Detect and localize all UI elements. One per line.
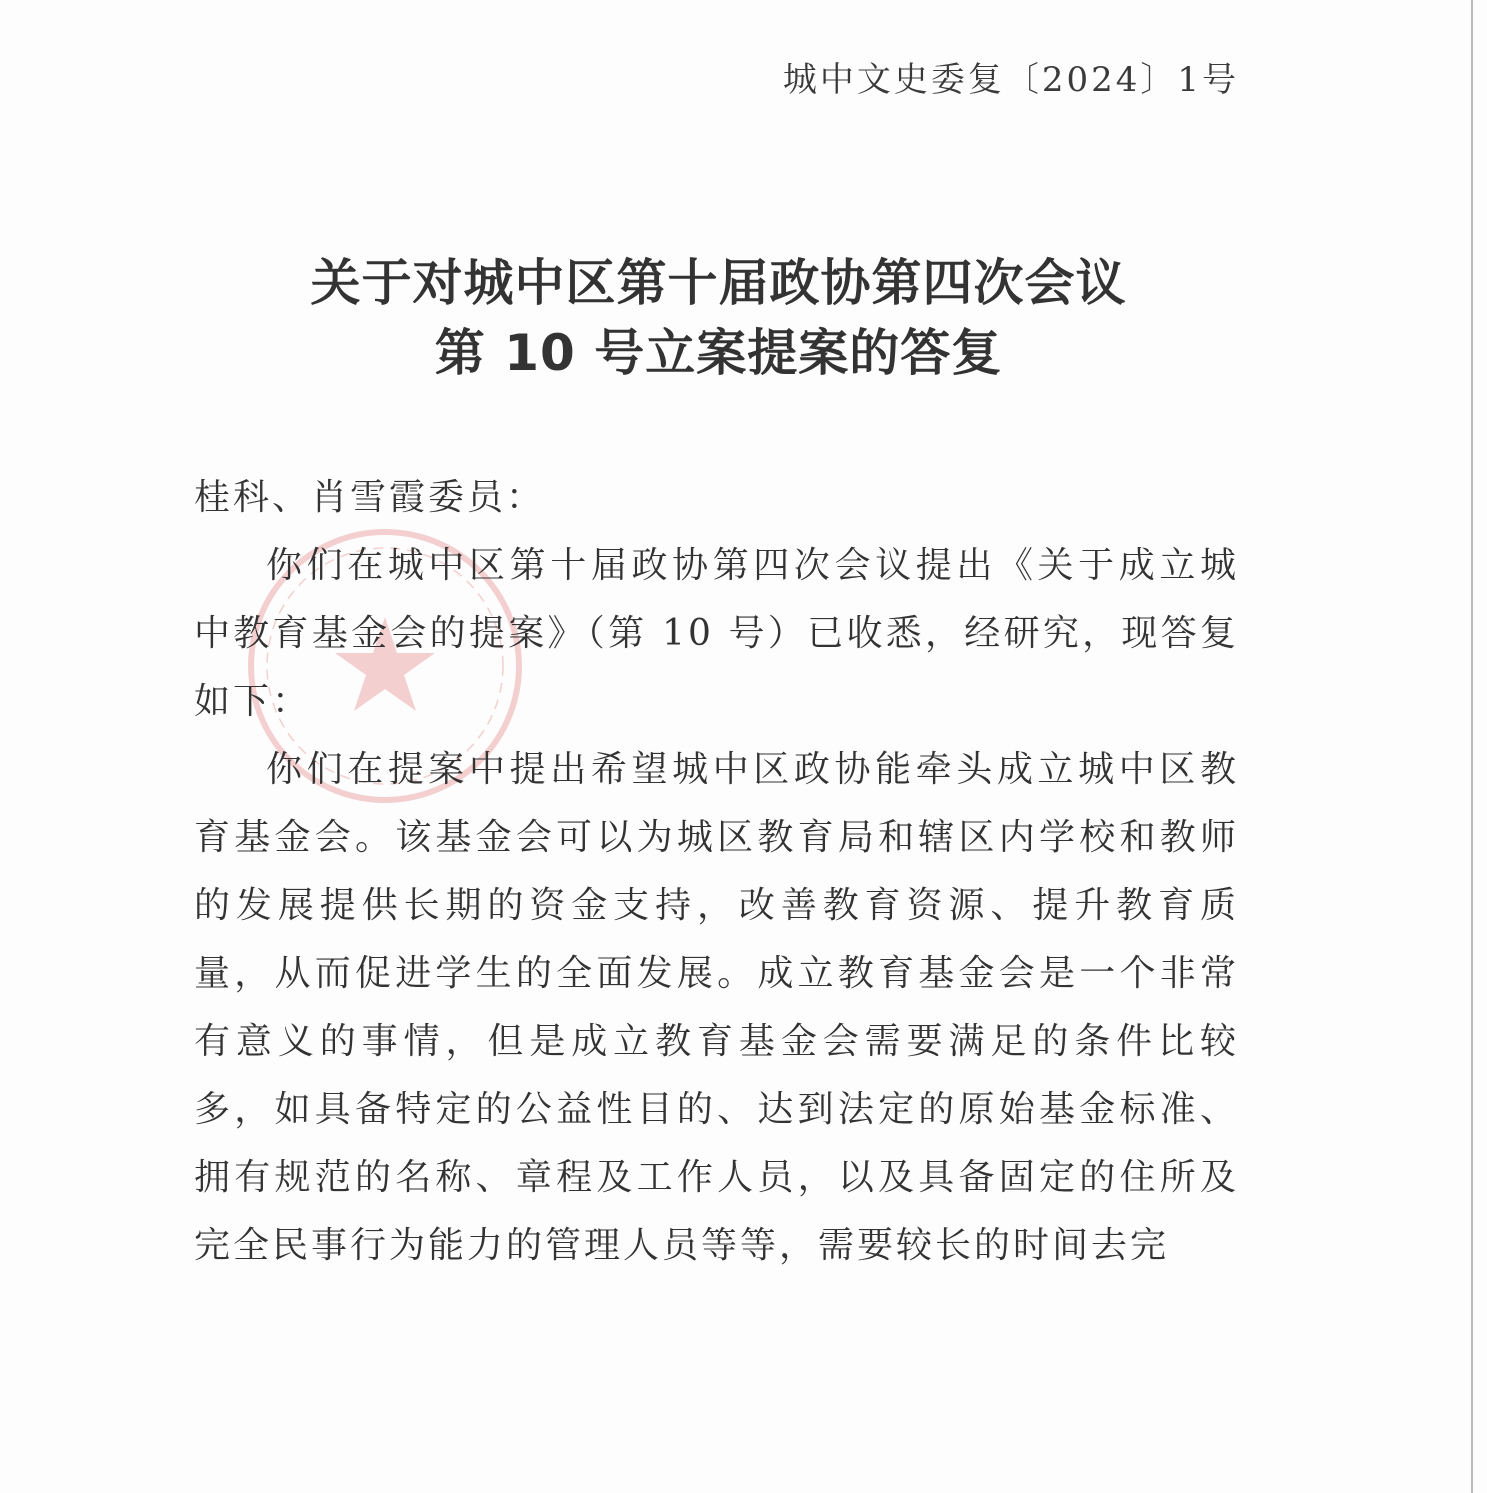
paragraph-1: 你们在城中区第十届政协第四次会议提出《关于成立城中教育基金会的提案》（第 10 号）已收悉，经研究，现答复如下：	[194, 545, 1239, 722]
salutation: 桂科、肖雪霞委员：	[194, 477, 546, 518]
paragraph-2: 你们在提案中提出希望城中区政协能牵头成立城中区教育基金会。该基金会可以为城区教育局和辖区内学校和教师的发展提供长期的资金支持，改善教育资源、提升教育质量，从而促进学生的全面发展。成立教育基金会是一个非常有意义的事情，但是成立教育基金会需要满足的条件比较多，如具备特定的公益性目的、达到法定的原始基金标准、拥有规范的名称、章程及工作人员，以及具备固定的住所及完全民事行为能力的管理人员等等，需要较长的时间去完	[194, 749, 1239, 1266]
scan-edge-line	[1471, 0, 1473, 1493]
title-line-2: 第 10 号立案提案的答复	[434, 324, 1003, 382]
document-body	[194, 464, 1239, 1280]
document-title	[0, 248, 1437, 388]
document-number: 城中文史委复〔2024〕1号	[782, 60, 1239, 100]
title-line-1: 关于对城中区第十届政协第四次会议	[310, 254, 1127, 312]
